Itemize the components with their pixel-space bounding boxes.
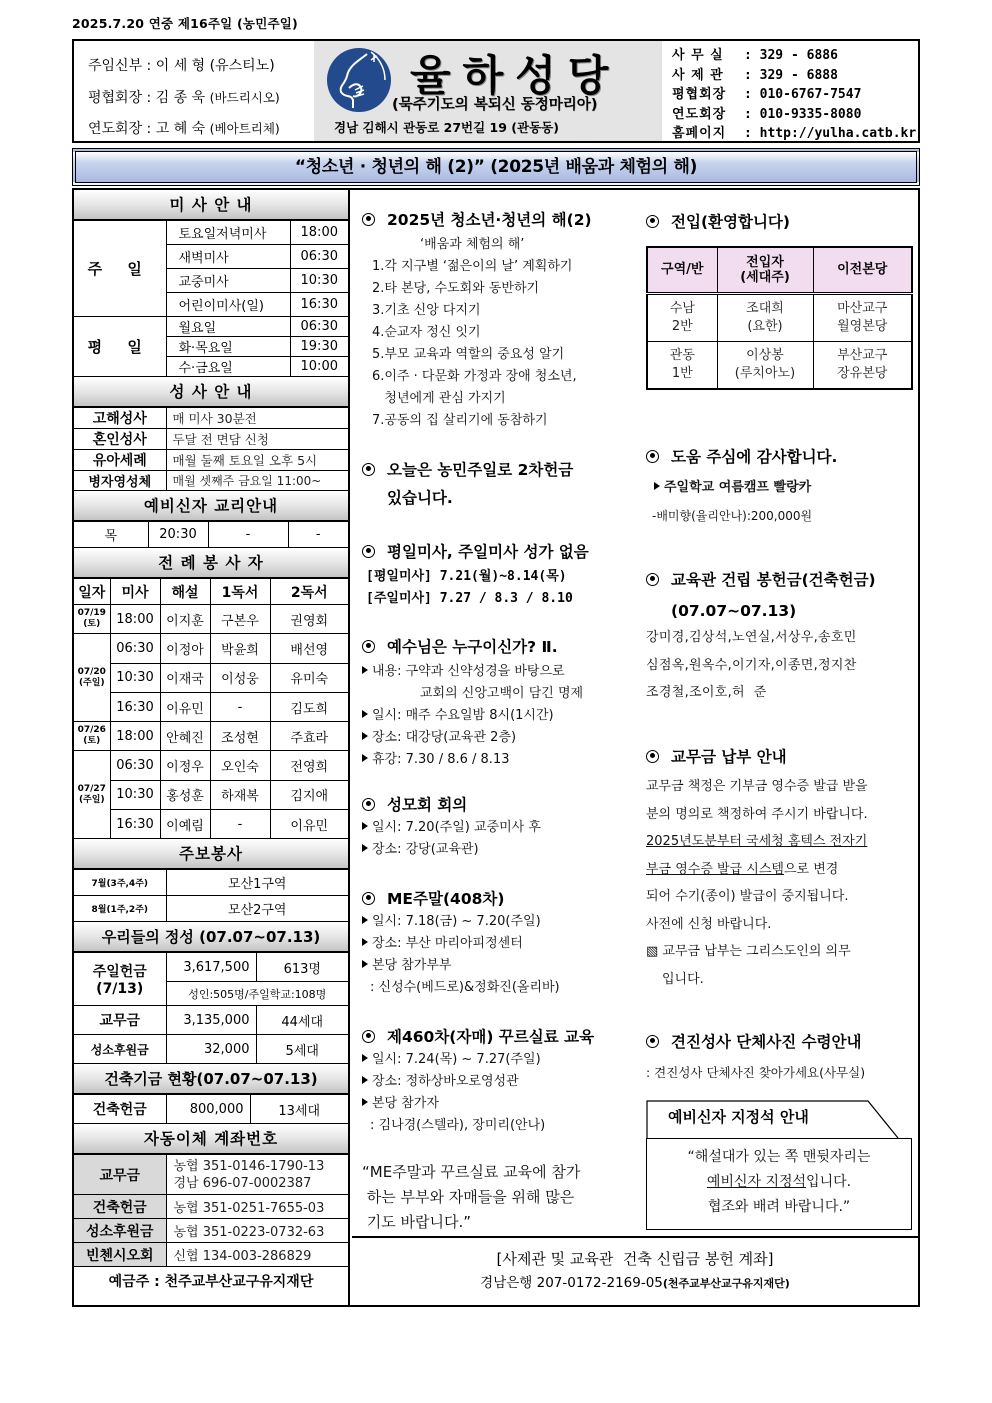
bullet-radio-icon xyxy=(362,213,375,226)
staff-prayer-president: 연도회장 : 고 혜 숙 (베아트리체) xyxy=(88,121,280,137)
autopay-heading: 자동이체 계좌번호 xyxy=(74,1124,348,1154)
bullet-radio-icon xyxy=(646,450,659,463)
triangle-bullet-icon xyxy=(362,666,368,674)
offerings-heading: 우리들의 정성 (07.07~07.13) xyxy=(74,922,348,952)
table-row: 10:30 이재국 이성웅 유미숙 xyxy=(74,663,348,692)
triangle-bullet-icon xyxy=(362,710,368,718)
table-row: 수남 2반 조대희 (요한) 마산교구 월영본당 xyxy=(647,293,912,341)
triangle-bullet-icon xyxy=(362,916,368,924)
cursillo-section: 제460차(자매) 꾸르실료 교육 일시: 7.24(목) ~ 7.27(주일) 장소: 정하상바오로영성관 본당 참가자 : 김나경(스텔라), 장미리(안나) xyxy=(362,1025,594,1137)
triangle-bullet-icon xyxy=(654,482,660,490)
left-column xyxy=(74,190,350,1305)
farmers-sunday-section: 오늘은 농민주일로 2차헌금 있습니다. xyxy=(362,458,573,508)
autopay-accounts-table: 교무금 농협 351-0146-1790-13 경남 696-07-0002387 건축헌금 농협 351-0251-7655-03 성소후원금 농협 351-0223-0732-63 빈첸시오회 신협 134-003-286829 xyxy=(74,1154,348,1267)
staff-pastor: 주임신부 : 이 세 형 (유스티노) xyxy=(88,58,275,74)
table-row: 10:30 홍성훈 하재복 김지애 xyxy=(74,780,348,809)
triangle-bullet-icon xyxy=(362,754,368,762)
me-weekend-section: ME주말(408차) 일시: 7.18(금) ~ 7.20(주일) 장소: 부산 마리아피정센터 본당 참가부부 : 신성수(베드로)&정화진(올리바) xyxy=(362,887,560,999)
bullet-radio-icon xyxy=(362,545,375,558)
education-hall-fund-section: 교육관 건립 봉헌금(건축헌금) (07.07~07.13) 강미경,김상석,노연실,서상우,송호민 심점옥,원옥수,이기자,이종면,정지찬 조경철,조이호,허 준 xyxy=(646,571,876,700)
catechumen-table: 목 20:30 - - xyxy=(74,521,348,548)
church-title-block xyxy=(314,41,661,141)
table-row: 07/26 (토) 18:00 안혜진 조성현 주효라 xyxy=(74,722,348,751)
construction-account-title: [사제관 및 교육관 건축 신립금 봉헌 계좌] xyxy=(496,1250,774,1268)
transfer-in-section: 전입(환영합니다) 구역/반 전입자 (세대주) 이전본당 수남 2반 조대희 (요한) 마산교구 월영본당 관동 1반 이상봉 (루치아노) 부산교구 장유본당 xyxy=(646,210,913,390)
contact-council: 평협회장 : 010-6767-7547 xyxy=(672,87,862,102)
mass-schedule-heading: 미 사 안 내 xyxy=(74,190,348,220)
table-row: 관동 1반 이상봉 (루치아노) 부산교구 장유본당 xyxy=(647,341,912,389)
staff-council-president: 평협회장 : 김 종 욱 (바드리시오) xyxy=(88,90,280,106)
mass-schedule-table: 주 일 토요일저녁미사 18:00 새벽미사 06:30 교중미사 10:30 어린이미사(일) 16:30 평 일 월요일 06:30 화·목요일 19:30 수·금요일 10:00 xyxy=(74,220,348,377)
table-row: 07/19 (토) 18:00 이지훈 구본우 권영회 xyxy=(74,605,348,634)
bullet-radio-icon xyxy=(646,215,659,228)
contact-homepage[interactable]: 홈페이지 : http://yulha.catb.kr xyxy=(672,126,917,141)
church-address: 경남 김해시 관동로 27번길 19 (관동동) xyxy=(334,120,559,135)
triangle-bullet-icon xyxy=(362,938,368,946)
bulletin-service-heading: 주보봉사 xyxy=(74,839,348,869)
bullet-radio-icon xyxy=(362,798,375,811)
staff-list xyxy=(74,41,314,141)
who-is-jesus-section: 예수님은 누구이신가? Ⅱ. 내용: 구약과 신약성경을 바탕으로 교회의 신앙고백이 담긴 명제 일시: 매주 수요일밤 8시(1시간) 장소: 대강당(교육관 2층) 휴강: 7.30 / 8.6 / 8.13 xyxy=(362,635,583,771)
table-row: 16:30 이유민 - 김도희 xyxy=(74,692,348,721)
dues-guide-section: 교무금 납부 안내 교무금 책정은 기부금 영수증 발급 받을 분의 명의로 책정하여 주시기 바랍니다. 2025년도분부터 국세청 홈텍스 전자기 부금 영수증 발급 시스템으로 변경 되어 수기(종이) 발급이 중지됩니다. 사전에 신청 바랍니다. ▧ 교무금 납부는 그리스도인의 의무 입니다. xyxy=(646,748,868,987)
church-name: 율하성당 xyxy=(410,51,621,100)
triangle-bullet-icon xyxy=(362,1098,368,1106)
bullet-radio-icon xyxy=(646,1035,659,1048)
bullet-radio-icon xyxy=(646,750,659,763)
construction-account-number: 경남은행 207-0172-2169-05(천주교부산교구유지재단) xyxy=(480,1275,790,1291)
contact-office: 사 무 실 : 329 - 6886 xyxy=(672,48,838,63)
prayer-request: “ME주말과 꾸르실료 교육에 참가 하는 부부와 자매들을 위해 많은 기도 바랍니다.” xyxy=(362,1163,581,1231)
contact-rectory: 사 제 관 : 329 - 6888 xyxy=(672,67,838,83)
catechumen-heading: 예비신자 교리안내 xyxy=(74,491,348,521)
issue-date-line: 2025.7.20 연중 제16주일 (농민주일) xyxy=(72,16,298,31)
bullet-radio-icon xyxy=(362,892,375,905)
liturgy-servers-heading: 전 례 봉 사 자 xyxy=(74,548,348,578)
bullet-radio-icon xyxy=(362,463,375,476)
triangle-bullet-icon xyxy=(362,732,368,740)
sacraments-table: 고해성사 매 미사 30분전 혼인성사 두달 전 면담 신청 유아세례 매월 둘째 토요일 오후 5시 병자영성체 매월 셋째주 금요일 11:00~ xyxy=(74,407,348,491)
transfer-in-table: 구역/반 전입자 (세대주) 이전본당 수남 2반 조대희 (요한) 마산교구 월영본당 관동 1반 이상봉 (루치아노) 부산교구 장유본당 xyxy=(646,246,913,390)
content-area xyxy=(352,190,918,1305)
building-fund-table: 건축헌금 800,000 13세대 xyxy=(74,1094,348,1124)
liturgy-servers-table: 일자 미사 해설 1독서 2독서 07/19 (토) 18:00 이지훈 구본우 권영회 07/20 (주일) 06:30 이정아 박윤희 배선영 10:30 이재국 이성웅 유미숙 16:30 이유민 - 김도희 07/26 (토) 18:00 안혜진 조성현 주효라 07/27 (주일) 06:30 이정우 오인숙 전영희 10:30 홍성훈 하재복 김지애 16:30 이예림 - 이유민 xyxy=(74,578,348,839)
contact-list xyxy=(661,41,918,141)
offerings-table: 주일헌금 (7/13) 3,617,500 613명 성인:505명/주일학교:108명 교무금 3,135,000 44세대 성소후원금 32,000 5세대 xyxy=(74,952,348,1064)
youth-year-section: 2025년 청소년·청년의 해(2) ‘배움과 체험의 해’ 1.각 지구별 ‘젊은이의 날’ 계획하기 2.타 본당, 수도회와 동반하기 3.기초 신앙 다지기 4.순교자 정신 잇기 5.부모 교육과 역할의 중요성 알기 6.이주 · 다문화 가정과 장애 청소년, 청년에게 관심 가지기 7.공동의 집 살리기에 동참하기 xyxy=(362,208,592,432)
bullet-radio-icon xyxy=(362,640,375,653)
notice-tab-title: 예비신자 지정석 안내 xyxy=(668,1108,809,1126)
table-row: 07/27 (주일) 06:30 이정우 오인숙 전영희 xyxy=(74,751,348,780)
sacraments-heading: 성 사 안 내 xyxy=(74,377,348,407)
building-fund-heading: 건축기금 현황(07.07~07.13) xyxy=(74,1064,348,1094)
praying-figure-logo-icon xyxy=(327,48,391,112)
bullet-radio-icon xyxy=(362,1030,375,1043)
bulletin-body xyxy=(72,188,920,1307)
triangle-bullet-icon xyxy=(362,1054,368,1062)
mothers-meeting-section: 성모회 회의 일시: 7.20(주일) 교중미사 후 장소: 강당(교육관) xyxy=(362,793,541,861)
bulletin-service-table: 7월(3주,4주) 모산1구역 8월(1주,2주) 모산2구역 xyxy=(74,869,348,922)
reserved-seating-notice xyxy=(646,1100,914,1230)
thanks-section: 도움 주심에 감사합니다. 주일학교 여름캠프 빨랑카 -배미향(율리안나):200,000원 xyxy=(646,445,837,527)
youth-goals-list: 1.각 지구별 ‘젊은이의 날’ 계획하기 2.타 본당, 수도회와 동반하기 3.기초 신앙 다지기 4.순교자 정신 잇기 5.부모 교육과 역할의 중요성 알기 6.이주 · 다문화 가정과 장애 청소년, 청년에게 관심 가지기 7.공동의 집 살리기에 동참하기 xyxy=(372,259,577,428)
masthead xyxy=(72,39,920,143)
confirmation-photo-section: 견진성사 단체사진 수령안내 : 견진성사 단체사진 찾아가세요(사무실) xyxy=(646,1033,866,1080)
construction-account-box xyxy=(352,1236,918,1305)
triangle-bullet-icon xyxy=(362,844,368,852)
table-row: 16:30 이예림 - 이유민 xyxy=(74,810,348,839)
account-holder: 예금주 : 천주교부산교구유지재단 xyxy=(108,1274,314,1291)
no-hymns-section: 평일미사, 주일미사 성가 없음 [평일미사] 7.21(월)~8.14(목) [주일미사] 7.27 / 8.3 / 8.10 xyxy=(362,540,589,610)
contact-prayer: 연도회장 : 010-9335-8080 xyxy=(672,106,862,122)
table-row: 07/20 (주일) 06:30 이정아 박윤희 배선영 xyxy=(74,634,348,663)
triangle-bullet-icon xyxy=(362,960,368,968)
notice-body: “해설대가 있는 쪽 맨뒷자리는 예비신자 지정석입니다. 협조와 배려 바랍니다.” xyxy=(646,1138,912,1230)
triangle-bullet-icon xyxy=(362,1076,368,1084)
theme-banner: “청소년 · 청년의 해 (2)” (2025년 배움과 체험의 해) xyxy=(72,148,920,186)
bullet-radio-icon xyxy=(646,573,659,586)
church-patron: (묵주기도의 복되신 동정마리아) xyxy=(392,97,598,113)
triangle-bullet-icon xyxy=(362,822,368,830)
